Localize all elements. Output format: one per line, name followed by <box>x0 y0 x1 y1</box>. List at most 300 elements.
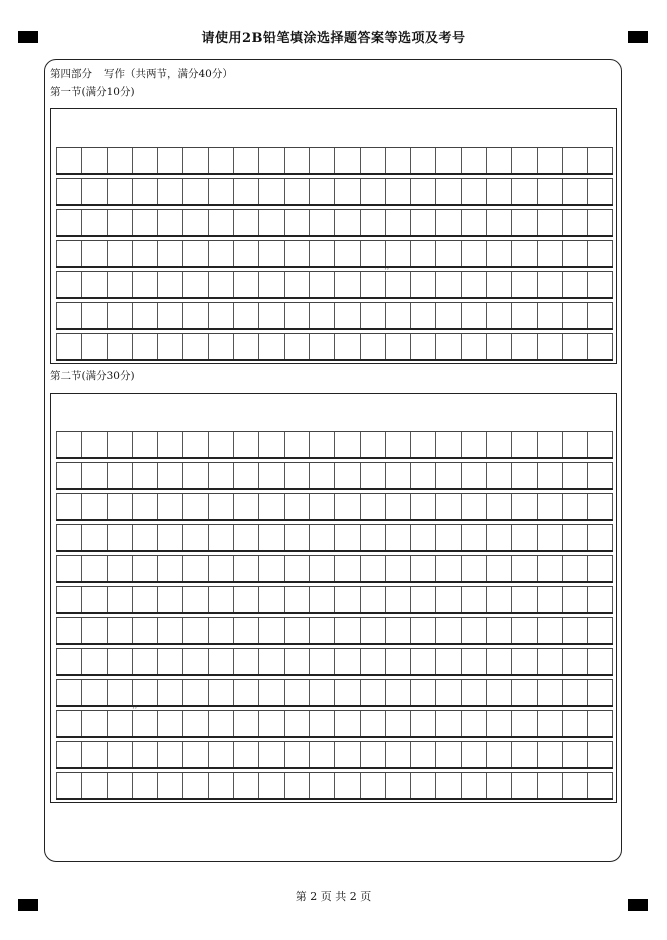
grid-cell[interactable] <box>562 494 587 519</box>
grid-cell[interactable] <box>410 711 435 736</box>
grid-cell[interactable] <box>81 179 106 204</box>
grid-cell[interactable] <box>587 463 612 488</box>
grid-cell[interactable] <box>284 463 309 488</box>
grid-cell[interactable] <box>511 303 536 328</box>
grid-cell[interactable] <box>410 525 435 550</box>
grid-cell[interactable] <box>410 334 435 359</box>
grid-cell[interactable] <box>385 711 410 736</box>
grid-cell[interactable] <box>562 742 587 767</box>
grid-cell[interactable] <box>157 556 182 581</box>
grid-cell[interactable] <box>562 210 587 235</box>
grid-cell[interactable] <box>360 711 385 736</box>
grid-cell[interactable] <box>537 494 562 519</box>
grid-cell[interactable] <box>258 680 283 705</box>
grid-cell[interactable] <box>461 463 486 488</box>
grid-cell[interactable] <box>132 649 157 674</box>
grid-cell[interactable] <box>309 179 334 204</box>
grid-cell[interactable] <box>435 334 460 359</box>
grid-cell[interactable] <box>435 773 460 798</box>
grid-cell[interactable] <box>334 618 359 643</box>
grid-cell[interactable] <box>132 742 157 767</box>
grid-cell[interactable] <box>107 463 132 488</box>
grid-cell[interactable] <box>132 680 157 705</box>
grid-cell[interactable] <box>81 773 106 798</box>
grid-cell[interactable] <box>157 680 182 705</box>
grid-cell[interactable] <box>309 773 334 798</box>
grid-cell[interactable] <box>461 618 486 643</box>
grid-cell[interactable] <box>157 587 182 612</box>
grid-cell[interactable] <box>309 303 334 328</box>
grid-cell[interactable] <box>511 618 536 643</box>
grid-cell[interactable] <box>334 494 359 519</box>
grid-cell[interactable] <box>537 742 562 767</box>
grid-row[interactable] <box>56 648 613 676</box>
grid-cell[interactable] <box>562 179 587 204</box>
grid-cell[interactable] <box>258 742 283 767</box>
grid-cell[interactable] <box>334 773 359 798</box>
grid-cell[interactable] <box>208 618 233 643</box>
grid-cell[interactable] <box>284 587 309 612</box>
grid-cell[interactable] <box>461 148 486 173</box>
grid-cell[interactable] <box>258 463 283 488</box>
grid-cell[interactable] <box>233 272 258 297</box>
grid-cell[interactable] <box>208 773 233 798</box>
grid-row[interactable] <box>56 524 613 552</box>
grid-cell[interactable] <box>157 494 182 519</box>
grid-cell[interactable] <box>157 334 182 359</box>
grid-cell[interactable] <box>233 680 258 705</box>
grid-cell[interactable] <box>562 148 587 173</box>
grid-cell[interactable] <box>537 148 562 173</box>
grid-cell[interactable] <box>56 680 81 705</box>
grid-cell[interactable] <box>284 241 309 266</box>
grid-cell[interactable] <box>56 525 81 550</box>
grid-cell[interactable] <box>587 711 612 736</box>
grid-cell[interactable] <box>360 210 385 235</box>
grid-cell[interactable] <box>435 711 460 736</box>
grid-cell[interactable] <box>587 148 612 173</box>
grid-cell[interactable] <box>309 334 334 359</box>
grid-cell[interactable] <box>410 272 435 297</box>
grid-cell[interactable] <box>461 334 486 359</box>
grid-cell[interactable] <box>537 618 562 643</box>
grid-cell[interactable] <box>107 334 132 359</box>
grid-cell[interactable] <box>486 148 511 173</box>
grid-cell[interactable] <box>587 587 612 612</box>
grid-cell[interactable] <box>233 148 258 173</box>
grid-cell[interactable] <box>587 334 612 359</box>
grid-cell[interactable] <box>587 179 612 204</box>
grid-cell[interactable] <box>587 773 612 798</box>
grid-cell[interactable] <box>284 742 309 767</box>
grid-cell[interactable] <box>486 587 511 612</box>
grid-cell[interactable] <box>284 303 309 328</box>
grid-cell[interactable] <box>258 148 283 173</box>
grid-cell[interactable] <box>511 742 536 767</box>
grid-cell[interactable] <box>309 210 334 235</box>
grid-cell[interactable] <box>410 618 435 643</box>
grid-cell[interactable] <box>208 525 233 550</box>
grid-cell[interactable] <box>461 556 486 581</box>
grid-cell[interactable] <box>435 680 460 705</box>
grid-cell[interactable] <box>132 711 157 736</box>
grid-row[interactable] <box>56 741 613 769</box>
grid-cell[interactable] <box>511 241 536 266</box>
grid-cell[interactable] <box>511 525 536 550</box>
grid-cell[interactable] <box>56 649 81 674</box>
grid-cell[interactable] <box>587 210 612 235</box>
grid-cell[interactable] <box>537 680 562 705</box>
grid-cell[interactable] <box>107 556 132 581</box>
grid-cell[interactable] <box>233 525 258 550</box>
grid-cell[interactable] <box>385 680 410 705</box>
grid-cell[interactable] <box>334 303 359 328</box>
grid-cell[interactable] <box>132 210 157 235</box>
grid-cell[interactable] <box>107 618 132 643</box>
grid-cell[interactable] <box>360 179 385 204</box>
grid-cell[interactable] <box>107 742 132 767</box>
grid-cell[interactable] <box>360 587 385 612</box>
grid-cell[interactable] <box>486 272 511 297</box>
grid-cell[interactable] <box>182 463 207 488</box>
grid-cell[interactable] <box>334 210 359 235</box>
grid-cell[interactable] <box>537 587 562 612</box>
grid-cell[interactable] <box>360 618 385 643</box>
grid-cell[interactable] <box>132 587 157 612</box>
grid-cell[interactable] <box>385 334 410 359</box>
grid-cell[interactable] <box>537 525 562 550</box>
grid-cell[interactable] <box>56 711 81 736</box>
grid-cell[interactable] <box>587 525 612 550</box>
grid-cell[interactable] <box>334 241 359 266</box>
grid-cell[interactable] <box>461 742 486 767</box>
grid-cell[interactable] <box>132 432 157 457</box>
grid-cell[interactable] <box>284 773 309 798</box>
grid-cell[interactable] <box>435 148 460 173</box>
grid-cell[interactable] <box>81 494 106 519</box>
grid-cell[interactable] <box>56 494 81 519</box>
grid-cell[interactable] <box>309 272 334 297</box>
grid-cell[interactable] <box>233 587 258 612</box>
grid-cell[interactable] <box>334 525 359 550</box>
grid-cell[interactable] <box>360 432 385 457</box>
grid-cell[interactable] <box>511 334 536 359</box>
grid-cell[interactable] <box>587 272 612 297</box>
grid-cell[interactable] <box>562 272 587 297</box>
grid-cell[interactable] <box>537 241 562 266</box>
grid-cell[interactable] <box>157 773 182 798</box>
grid-cell[interactable] <box>461 272 486 297</box>
grid-cell[interactable] <box>81 525 106 550</box>
grid-cell[interactable] <box>385 742 410 767</box>
grid-cell[interactable] <box>182 680 207 705</box>
grid-cell[interactable] <box>461 210 486 235</box>
grid-cell[interactable] <box>537 303 562 328</box>
grid-cell[interactable] <box>410 587 435 612</box>
grid-cell[interactable] <box>56 773 81 798</box>
grid-cell[interactable] <box>511 432 536 457</box>
grid-cell[interactable] <box>511 587 536 612</box>
grid-cell[interactable] <box>258 556 283 581</box>
grid-cell[interactable] <box>208 303 233 328</box>
grid-cell[interactable] <box>537 711 562 736</box>
grid-cell[interactable] <box>182 494 207 519</box>
grid-cell[interactable] <box>309 148 334 173</box>
grid-cell[interactable] <box>182 148 207 173</box>
grid-cell[interactable] <box>385 494 410 519</box>
grid-cell[interactable] <box>182 556 207 581</box>
grid-cell[interactable] <box>284 432 309 457</box>
grid-cell[interactable] <box>81 210 106 235</box>
grid-cell[interactable] <box>435 525 460 550</box>
grid-cell[interactable] <box>132 303 157 328</box>
grid-cell[interactable] <box>258 618 283 643</box>
grid-cell[interactable] <box>157 525 182 550</box>
grid-cell[interactable] <box>208 556 233 581</box>
grid-cell[interactable] <box>385 241 410 266</box>
grid-cell[interactable] <box>81 463 106 488</box>
grid-cell[interactable] <box>410 432 435 457</box>
grid-cell[interactable] <box>587 618 612 643</box>
grid-cell[interactable] <box>410 494 435 519</box>
grid-row[interactable] <box>56 271 613 299</box>
grid-cell[interactable] <box>284 494 309 519</box>
grid-cell[interactable] <box>309 680 334 705</box>
grid-cell[interactable] <box>334 179 359 204</box>
grid-row[interactable] <box>56 462 613 490</box>
grid-cell[interactable] <box>360 148 385 173</box>
grid-cell[interactable] <box>182 272 207 297</box>
grid-cell[interactable] <box>132 334 157 359</box>
grid-cell[interactable] <box>233 773 258 798</box>
grid-cell[interactable] <box>334 272 359 297</box>
grid-cell[interactable] <box>309 556 334 581</box>
grid-cell[interactable] <box>562 711 587 736</box>
grid-cell[interactable] <box>562 649 587 674</box>
grid-cell[interactable] <box>385 525 410 550</box>
grid-cell[interactable] <box>360 334 385 359</box>
grid-cell[interactable] <box>233 303 258 328</box>
grid-cell[interactable] <box>435 649 460 674</box>
grid-cell[interactable] <box>107 241 132 266</box>
grid-cell[interactable] <box>157 618 182 643</box>
grid-cell[interactable] <box>81 432 106 457</box>
grid-cell[interactable] <box>309 587 334 612</box>
grid-cell[interactable] <box>309 711 334 736</box>
grid-cell[interactable] <box>258 494 283 519</box>
grid-cell[interactable] <box>157 463 182 488</box>
grid-cell[interactable] <box>309 241 334 266</box>
grid-cell[interactable] <box>385 463 410 488</box>
grid-cell[interactable] <box>435 618 460 643</box>
grid-cell[interactable] <box>562 680 587 705</box>
grid-cell[interactable] <box>562 463 587 488</box>
grid-cell[interactable] <box>81 711 106 736</box>
grid-cell[interactable] <box>562 334 587 359</box>
grid-cell[interactable] <box>511 556 536 581</box>
grid-row[interactable] <box>56 710 613 738</box>
grid-cell[interactable] <box>334 649 359 674</box>
grid-cell[interactable] <box>461 303 486 328</box>
grid-row[interactable] <box>56 209 613 237</box>
grid-row[interactable] <box>56 586 613 614</box>
grid-cell[interactable] <box>208 334 233 359</box>
grid-cell[interactable] <box>258 272 283 297</box>
grid-cell[interactable] <box>360 556 385 581</box>
grid-cell[interactable] <box>107 432 132 457</box>
grid-cell[interactable] <box>334 680 359 705</box>
grid-cell[interactable] <box>258 711 283 736</box>
grid-cell[interactable] <box>562 556 587 581</box>
grid-cell[interactable] <box>157 742 182 767</box>
grid-cell[interactable] <box>385 618 410 643</box>
grid-cell[interactable] <box>537 179 562 204</box>
grid-cell[interactable] <box>360 272 385 297</box>
grid-cell[interactable] <box>233 210 258 235</box>
grid-cell[interactable] <box>284 649 309 674</box>
grid-cell[interactable] <box>233 556 258 581</box>
grid-cell[interactable] <box>385 148 410 173</box>
grid-cell[interactable] <box>107 525 132 550</box>
grid-cell[interactable] <box>81 334 106 359</box>
grid-cell[interactable] <box>587 556 612 581</box>
grid-cell[interactable] <box>486 680 511 705</box>
grid-cell[interactable] <box>562 773 587 798</box>
grid-cell[interactable] <box>208 210 233 235</box>
grid-cell[interactable] <box>56 742 81 767</box>
grid-cell[interactable] <box>385 773 410 798</box>
grid-cell[interactable] <box>56 334 81 359</box>
grid-cell[interactable] <box>511 463 536 488</box>
grid-cell[interactable] <box>107 773 132 798</box>
grid-cell[interactable] <box>486 649 511 674</box>
grid-cell[interactable] <box>537 272 562 297</box>
grid-cell[interactable] <box>435 587 460 612</box>
grid-cell[interactable] <box>284 272 309 297</box>
grid-cell[interactable] <box>208 463 233 488</box>
grid-row[interactable] <box>56 679 613 707</box>
grid-cell[interactable] <box>435 210 460 235</box>
grid-cell[interactable] <box>360 773 385 798</box>
grid-cell[interactable] <box>157 649 182 674</box>
grid-cell[interactable] <box>182 649 207 674</box>
grid-cell[interactable] <box>410 680 435 705</box>
grid-cell[interactable] <box>587 241 612 266</box>
grid-cell[interactable] <box>56 463 81 488</box>
grid-cell[interactable] <box>587 494 612 519</box>
grid-cell[interactable] <box>284 148 309 173</box>
grid-cell[interactable] <box>258 334 283 359</box>
grid-cell[interactable] <box>56 272 81 297</box>
grid-cell[interactable] <box>562 618 587 643</box>
grid-cell[interactable] <box>334 556 359 581</box>
grid-cell[interactable] <box>258 303 283 328</box>
grid-cell[interactable] <box>309 742 334 767</box>
grid-cell[interactable] <box>107 303 132 328</box>
grid-cell[interactable] <box>81 303 106 328</box>
grid-cell[interactable] <box>435 463 460 488</box>
grid-cell[interactable] <box>107 179 132 204</box>
grid-cell[interactable] <box>258 179 283 204</box>
grid-cell[interactable] <box>486 241 511 266</box>
grid-cell[interactable] <box>233 742 258 767</box>
grid-cell[interactable] <box>486 525 511 550</box>
grid-cell[interactable] <box>132 179 157 204</box>
grid-row[interactable] <box>56 240 613 268</box>
grid-cell[interactable] <box>486 210 511 235</box>
grid-cell[interactable] <box>486 711 511 736</box>
grid-cell[interactable] <box>233 494 258 519</box>
grid-cell[interactable] <box>334 742 359 767</box>
grid-cell[interactable] <box>309 525 334 550</box>
grid-cell[interactable] <box>258 525 283 550</box>
grid-cell[interactable] <box>385 556 410 581</box>
grid-cell[interactable] <box>537 334 562 359</box>
grid-cell[interactable] <box>132 525 157 550</box>
grid-cell[interactable] <box>208 272 233 297</box>
grid-cell[interactable] <box>56 210 81 235</box>
grid-cell[interactable] <box>233 618 258 643</box>
grid-cell[interactable] <box>537 773 562 798</box>
grid-cell[interactable] <box>132 773 157 798</box>
grid-cell[interactable] <box>182 303 207 328</box>
grid-row[interactable] <box>56 302 613 330</box>
grid-cell[interactable] <box>511 179 536 204</box>
grid-cell[interactable] <box>537 432 562 457</box>
grid-cell[interactable] <box>461 649 486 674</box>
grid-cell[interactable] <box>562 525 587 550</box>
grid-cell[interactable] <box>410 649 435 674</box>
grid-cell[interactable] <box>309 463 334 488</box>
grid-cell[interactable] <box>182 179 207 204</box>
grid-cell[interactable] <box>435 742 460 767</box>
grid-cell[interactable] <box>132 556 157 581</box>
grid-cell[interactable] <box>360 742 385 767</box>
grid-cell[interactable] <box>157 179 182 204</box>
grid-cell[interactable] <box>284 210 309 235</box>
grid-cell[interactable] <box>435 272 460 297</box>
grid-cell[interactable] <box>132 148 157 173</box>
grid-cell[interactable] <box>410 179 435 204</box>
grid-cell[interactable] <box>511 494 536 519</box>
grid-cell[interactable] <box>486 556 511 581</box>
grid-cell[interactable] <box>461 241 486 266</box>
grid-cell[interactable] <box>360 303 385 328</box>
grid-cell[interactable] <box>81 680 106 705</box>
grid-cell[interactable] <box>182 618 207 643</box>
grid-cell[interactable] <box>107 711 132 736</box>
grid-cell[interactable] <box>81 272 106 297</box>
grid-cell[interactable] <box>587 742 612 767</box>
grid-cell[interactable] <box>309 432 334 457</box>
grid-cell[interactable] <box>157 148 182 173</box>
grid-cell[interactable] <box>107 494 132 519</box>
grid-cell[interactable] <box>461 773 486 798</box>
grid-cell[interactable] <box>56 303 81 328</box>
grid-cell[interactable] <box>486 773 511 798</box>
grid-cell[interactable] <box>233 241 258 266</box>
grid-cell[interactable] <box>385 179 410 204</box>
grid-cell[interactable] <box>258 210 283 235</box>
grid-cell[interactable] <box>461 680 486 705</box>
grid-cell[interactable] <box>157 432 182 457</box>
grid-cell[interactable] <box>334 587 359 612</box>
grid-cell[interactable] <box>435 303 460 328</box>
grid-cell[interactable] <box>208 742 233 767</box>
grid-cell[interactable] <box>182 742 207 767</box>
grid-cell[interactable] <box>56 587 81 612</box>
grid-cell[interactable] <box>81 556 106 581</box>
